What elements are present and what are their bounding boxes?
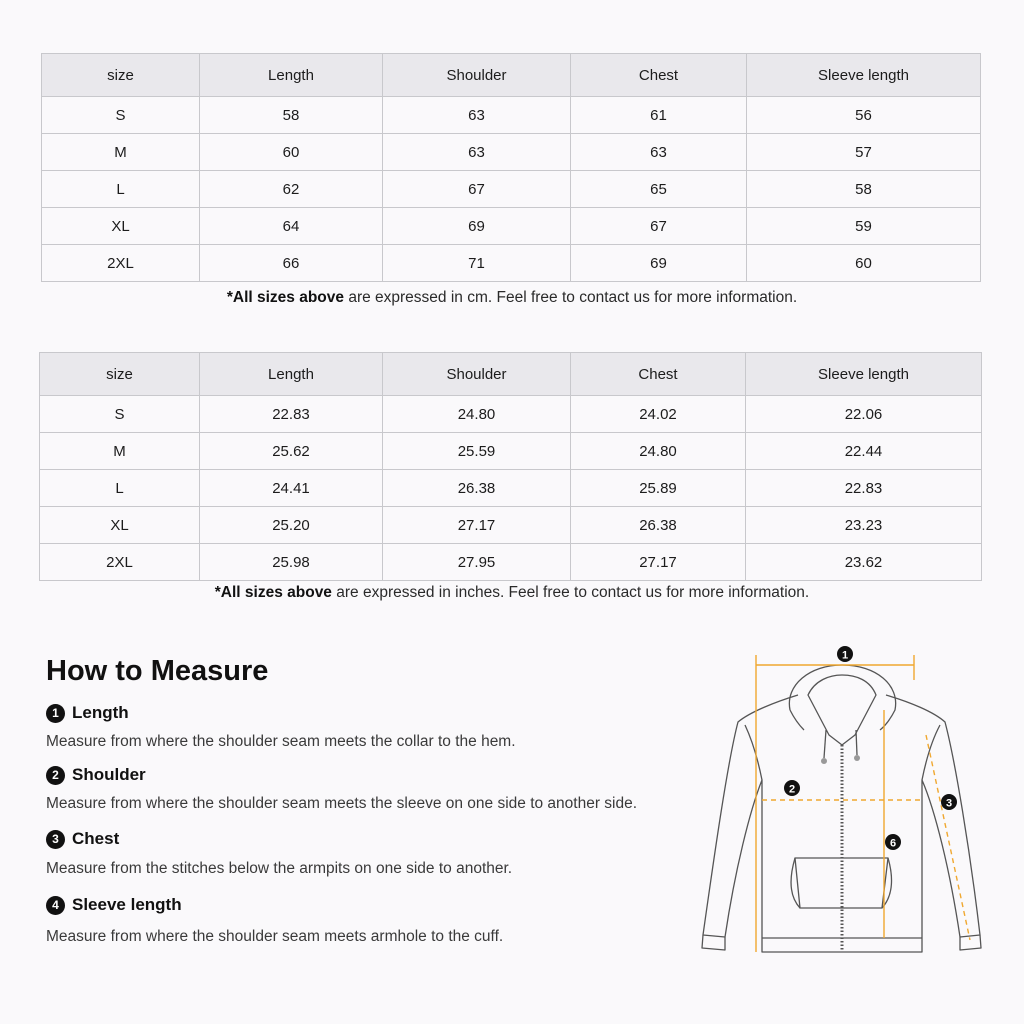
cell-size: XL xyxy=(42,208,200,245)
cell-chest: 63 xyxy=(571,134,747,171)
cell-size: L xyxy=(42,171,200,208)
cell-size: XL xyxy=(40,507,200,544)
number-badge-icon: 4 xyxy=(46,896,65,915)
header-length: Length xyxy=(200,54,383,97)
table-row xyxy=(40,470,982,507)
cell-chest: 25.89 xyxy=(571,470,746,507)
step-length-heading xyxy=(46,703,129,723)
cell-size: M xyxy=(42,134,200,171)
cell-sleeve-length: 22.06 xyxy=(746,396,982,433)
number-badge-icon: 1 xyxy=(46,704,65,723)
marker-1 xyxy=(837,646,853,662)
marker-3 xyxy=(941,794,957,810)
cell-shoulder: 26.38 xyxy=(383,470,571,507)
how-to-measure-title: How to Measure xyxy=(46,655,269,687)
cell-shoulder: 63 xyxy=(383,97,571,134)
cell-chest: 61 xyxy=(571,97,747,134)
cell-sleeve-length: 58 xyxy=(747,171,981,208)
cell-length: 25.20 xyxy=(200,507,383,544)
header-sleeve-length: Sleeve length xyxy=(746,353,982,396)
table-row xyxy=(40,433,982,470)
cell-chest: 24.02 xyxy=(571,396,746,433)
cell-length: 22.83 xyxy=(200,396,383,433)
table-row xyxy=(42,134,981,171)
table-row xyxy=(42,171,981,208)
cell-shoulder: 63 xyxy=(383,134,571,171)
cell-sleeve-length: 22.44 xyxy=(746,433,982,470)
header-shoulder: Shoulder xyxy=(383,353,571,396)
cell-size: M xyxy=(40,433,200,470)
cell-chest: 65 xyxy=(571,171,747,208)
cell-chest: 67 xyxy=(571,208,747,245)
table-row xyxy=(40,544,982,581)
cell-shoulder: 27.95 xyxy=(383,544,571,581)
table-header-row xyxy=(42,54,981,97)
cell-size: S xyxy=(40,396,200,433)
table-header-row xyxy=(40,353,982,396)
table-row xyxy=(42,208,981,245)
cell-shoulder: 67 xyxy=(383,171,571,208)
cell-chest: 27.17 xyxy=(571,544,746,581)
step-title: Shoulder xyxy=(72,765,146,784)
header-chest: Chest xyxy=(571,54,747,97)
svg-text:3: 3 xyxy=(945,797,953,810)
cell-length: 62 xyxy=(200,171,383,208)
svg-text:1: 1 xyxy=(841,649,849,662)
marker-2 xyxy=(784,780,800,796)
size-table-inches xyxy=(39,352,982,581)
cell-shoulder: 27.17 xyxy=(383,507,571,544)
number-badge-icon: 3 xyxy=(46,830,65,849)
cell-size: 2XL xyxy=(42,245,200,282)
cell-chest: 24.80 xyxy=(571,433,746,470)
header-size: size xyxy=(42,54,200,97)
header-length: Length xyxy=(200,353,383,396)
marker-6 xyxy=(885,834,901,850)
drawstring-tip-icon xyxy=(821,758,827,764)
note-cm-text: are expressed in cm. Feel free to contact us for more information. xyxy=(344,289,798,306)
cell-length: 24.41 xyxy=(200,470,383,507)
cell-size: S xyxy=(42,97,200,134)
cell-chest: 26.38 xyxy=(571,507,746,544)
cell-sleeve-length: 23.23 xyxy=(746,507,982,544)
cell-shoulder: 24.80 xyxy=(383,396,571,433)
cell-size: 2XL xyxy=(40,544,200,581)
cell-length: 58 xyxy=(200,97,383,134)
svg-text:6: 6 xyxy=(889,837,897,850)
note-inches-bold: *All sizes above xyxy=(214,584,332,601)
cell-sleeve-length: 59 xyxy=(747,208,981,245)
cell-length: 25.62 xyxy=(200,433,383,470)
header-size: size xyxy=(40,353,200,396)
drawstring-tip-icon xyxy=(854,755,860,761)
table-row xyxy=(42,245,981,282)
cell-sleeve-length: 60 xyxy=(747,245,981,282)
cell-sleeve-length: 23.62 xyxy=(746,544,982,581)
cell-sleeve-length: 56 xyxy=(747,97,981,134)
step-length-description: Measure from where the shoulder seam meets the collar to the hem. xyxy=(46,733,516,750)
cell-length: 66 xyxy=(200,245,383,282)
cell-length: 25.98 xyxy=(200,544,383,581)
step-chest-description: Measure from the stitches below the armpits on one side to another. xyxy=(46,860,513,877)
cell-sleeve-length: 57 xyxy=(747,134,981,171)
note-cm xyxy=(0,289,1024,307)
table-row xyxy=(40,396,982,433)
step-title: Sleeve length xyxy=(72,895,182,914)
header-chest: Chest xyxy=(571,353,746,396)
step-shoulder-description: Measure from where the shoulder seam meets the sleeve on one side to another side. xyxy=(46,795,638,812)
step-chest-heading xyxy=(46,829,119,849)
step-sleeve-description: Measure from where the shoulder seam meets armhole to the cuff. xyxy=(46,928,504,945)
note-inches-text: are expressed in inches. Feel free to contact us for more information. xyxy=(331,584,810,601)
cell-length: 64 xyxy=(200,208,383,245)
cell-length: 60 xyxy=(200,134,383,171)
step-title: Chest xyxy=(72,829,120,848)
cell-sleeve-length: 22.83 xyxy=(746,470,982,507)
cell-size: L xyxy=(40,470,200,507)
cell-shoulder: 25.59 xyxy=(383,433,571,470)
size-table-cm xyxy=(41,53,981,282)
cell-chest: 69 xyxy=(571,245,747,282)
hoodie-diagram xyxy=(690,640,1000,970)
table-row xyxy=(42,97,981,134)
header-shoulder: Shoulder xyxy=(383,54,571,97)
table-row xyxy=(40,507,982,544)
step-shoulder-heading xyxy=(46,765,146,785)
note-inches xyxy=(0,584,1024,602)
cell-shoulder: 69 xyxy=(383,208,571,245)
step-title: Length xyxy=(72,703,129,722)
header-sleeve-length: Sleeve length xyxy=(747,54,981,97)
cell-shoulder: 71 xyxy=(383,245,571,282)
step-sleeve-heading xyxy=(46,895,182,915)
svg-text:2: 2 xyxy=(788,783,796,796)
number-badge-icon: 2 xyxy=(46,766,65,785)
note-cm-bold: *All sizes above xyxy=(226,289,345,306)
